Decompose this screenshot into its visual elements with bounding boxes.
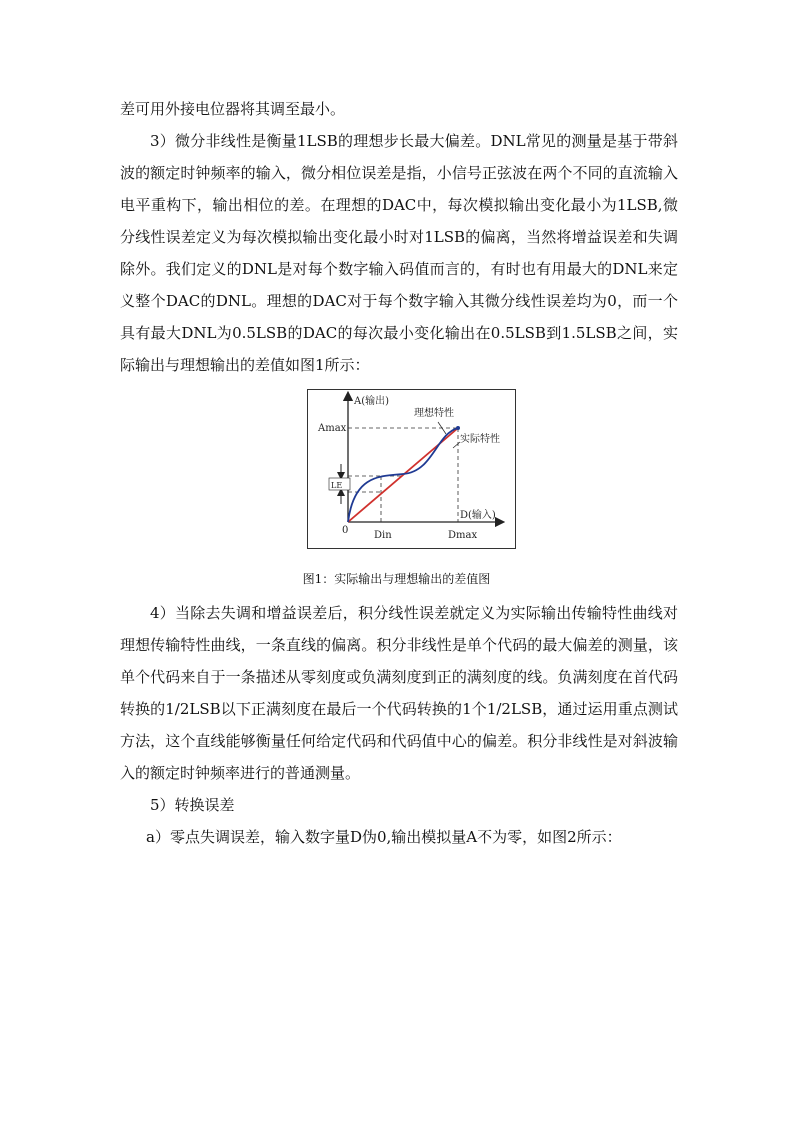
paragraph-dnl: 3）微分非线性是衡量1LSB的理想步长最大偏差。DNL常见的测量是基于带斜波的额定时钟频率的输入，微分相位误差是指，小信号正弦波在两个不同的直流输入电平重构下，输出相位的差。在理想的DAC中，每次模拟输出变化最小为1LSB,微分线性误差定义为每次模拟输出变化最小时对1LSB的偏离，当然将增益误差和失调除外。我们定义的DNL是对每个数字输入码值而言的，有时也有用最大的DNL来定义整个DAC的DNL。理想的DAC对于每个数字输入其微分线性误差均为0，而一个具有最大DNL为0.5LSB的DAC的每次最小变化输出在0.5LSB到1.5LSB之间，实际输出与理想输出的差值如图1所示： — [120, 132, 678, 374]
paragraph-continuation: 差可用外接电位器将其调至最小。 — [120, 100, 346, 118]
x-axis-label: D(输入) — [460, 510, 496, 521]
paragraph-zero-offset-error: a）零点失调误差，输入数字量D伪0,输出模拟量A不为零，如图2所示： — [146, 828, 622, 846]
din-label: Din — [374, 530, 392, 541]
le-label: LE — [331, 481, 343, 490]
figure-1-diagram — [308, 390, 515, 548]
actual-label-leader — [453, 442, 460, 448]
y-axis-label: A(输出) — [354, 396, 390, 407]
actual-label: 实际特性 — [460, 434, 500, 445]
figure-1 — [307, 389, 516, 549]
dmax-label: Dmax — [448, 530, 478, 541]
amax-label: Amax — [318, 423, 347, 434]
ideal-label: 理想特性 — [414, 408, 454, 419]
figure-1-caption: 图1：实际输出与理想输出的差值图 — [302, 572, 491, 586]
origin-label: 0 — [342, 525, 349, 536]
paragraph-conversion-error-heading: 5）转换误差 — [150, 796, 235, 814]
actual-endpoint — [456, 426, 460, 430]
paragraph-inl: 4）当除去失调和增益误差后，积分线性误差就定义为实际输出传输特性曲线对理想传输特性曲线，一条直线的偏离。积分非线性是单个代码的最大偏差的测量，该单个代码来自于一条描述从零刻度或负满刻度到正的满刻度的线。负满刻度在首代码转换的1/2LSB以下正满刻度在最后一个代码转换的1个1/2LSB，通过运用重点测试方法，这个直线能够衡量任何给定代码和代码值中心的偏差。积分非线性是对斜波输入的额定时钟频率进行的普通测量。 — [120, 604, 678, 782]
